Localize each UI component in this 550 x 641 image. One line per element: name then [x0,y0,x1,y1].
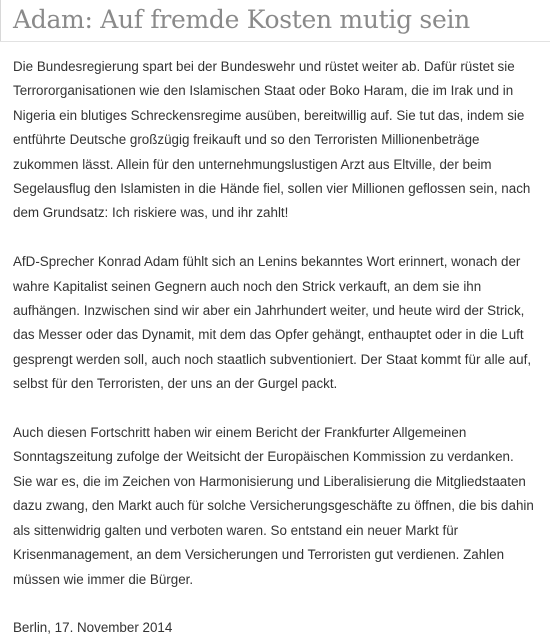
paragraph-3: Auch diesen Fortschritt haben wir einem Bericht der Frankfurter Allgemeinen Sonntagszeitung zufolge der Weitsicht der Europäischen Kommission zu verdanken. Sie war es, die im Zeichen von Harmonisierung und Liberalisierung die Mitgliedstaaten dazu zwang, den Markt auch für solche Versicherungsgeschäfte zu öffnen, die bis dahin als sittenwidrig galten und verboten waren. So entstand ein neuer Markt für Krisenmanagement, an dem Versicherungen und Terroristen gut verdienen. Zahlen müssen wie immer die Bürger. [13,425,534,587]
article-body [13,55,535,641]
title-divider [0,41,550,42]
article-title: Adam: Auf fremde Kosten mutig sein [13,5,470,34]
dateline: Berlin, 17. November 2014 [13,620,173,636]
title-bar [0,0,549,42]
paragraph-2: AfD-Sprecher Konrad Adam fühlt sich an Lenins bekanntes Wort erinnert, wonach der wahre Kapitalist seinen Gegnern auch noch den Strick verkauft, an dem sie ihn aufhängen. Inzwischen sind wir aber ein Jahrhundert weiter, und heute wird der Strick, das Messer oder das Dynamit, mit dem das Opfer gehängt, enthauptet oder in die Luft gesprengt werden soll, auch noch staatlich subventioniert. Der Staat kommt für alle auf, selbst für den Terroristen, der uns an der Gurgel packt. [13,254,532,392]
paragraph-1: Die Bundesregierung spart bei der Bundeswehr und rüstet weiter ab. Dafür rüstet sie Terrororganisationen wie den Islamischen Staat oder Boko Haram, die im Irak und in Nigeria ein blutiges Schreckensregime ausüben, bereitwillig auf. Sie tut das, indem sie entführte Deutsche großzügig freikauft und so den Terroristen Millionenbeträge zukommen lässt. Allein für den unternehmungslustigen Arzt aus Eltville, der beim Segelausflug den Islamisten in die Hände fiel, sollen vier Millionen geflossen sein, nach dem Grundsatz: Ich riskiere was, und ihr zahlt! [13,59,531,221]
